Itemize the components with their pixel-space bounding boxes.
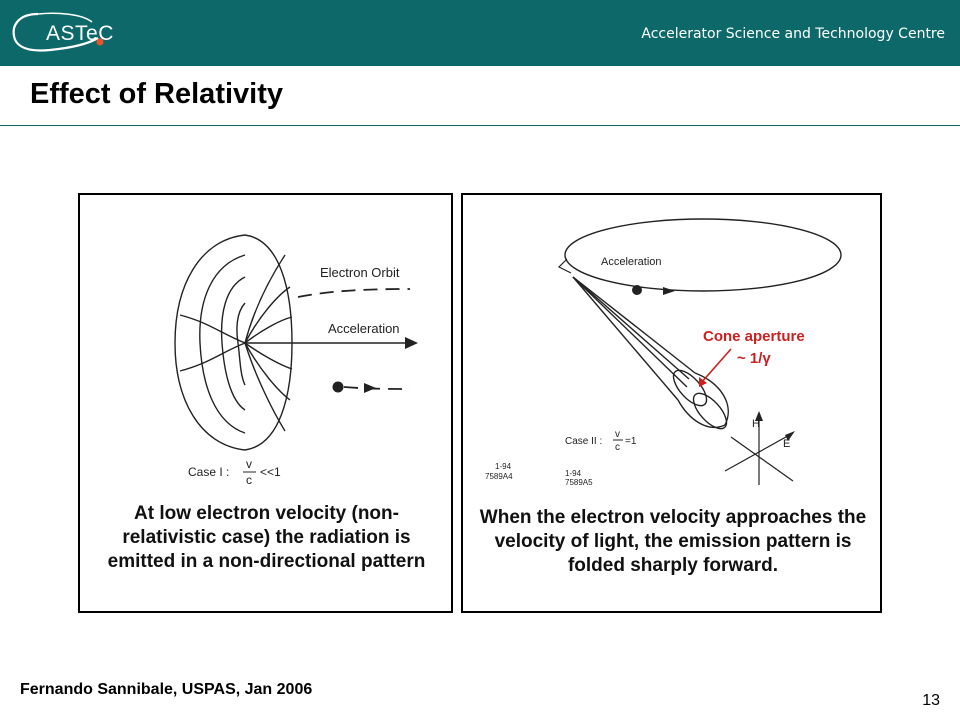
caption-nonrelativistic: At low electron velocity (non-relativistic case) the radiation is emitted in a non-directional pattern xyxy=(107,503,426,572)
axis-e-label: E xyxy=(783,438,791,450)
orbit-lower-dashed xyxy=(344,387,410,389)
case-v: v xyxy=(246,457,252,471)
fig-id-2-code: 7589A5 xyxy=(565,478,593,487)
case-c: c xyxy=(246,473,252,487)
dipole-diagram xyxy=(80,195,451,495)
case-label: Case I : xyxy=(188,465,230,479)
page-title: Effect of Relativity xyxy=(30,78,283,110)
case-label: Case II : xyxy=(565,436,603,447)
fig-id-1-code: 7589A4 xyxy=(485,472,513,481)
orbit-upper-dashed xyxy=(298,289,410,297)
caption-relativistic: When the electron velocity approaches the velocity of light, the emission pattern is folded sharply forward. xyxy=(479,507,867,576)
figure-nonrelativistic xyxy=(78,193,453,613)
figure-relativistic xyxy=(461,193,882,613)
acceleration-label: Acceleration xyxy=(601,256,662,268)
case-relation: =1 xyxy=(625,436,637,447)
cone-pointer-arrow xyxy=(701,349,731,383)
logo-text: ASTeC xyxy=(46,22,114,45)
header-bar xyxy=(0,0,960,66)
case-c: c xyxy=(615,442,620,453)
astec-logo xyxy=(10,8,114,56)
case-relation: <<1 xyxy=(260,465,281,479)
page-number: 13 xyxy=(922,692,940,709)
fig-id-1-date: 1-94 xyxy=(495,462,512,471)
orbit-label: Electron Orbit xyxy=(320,265,400,280)
orbit-ellipse xyxy=(565,219,841,291)
electron-dot xyxy=(632,285,642,295)
title-divider xyxy=(0,125,960,126)
axis-h-label: H xyxy=(752,418,760,430)
cone-aperture-label: Cone aperture xyxy=(703,328,805,345)
electron-dot xyxy=(333,382,344,393)
organization-name: Accelerator Science and Technology Centre xyxy=(641,26,945,42)
acceleration-label: Acceleration xyxy=(328,321,400,336)
cone-diagram xyxy=(463,195,880,495)
case-v: v xyxy=(615,429,620,440)
footer-author: Fernando Sannibale, USPAS, Jan 2006 xyxy=(20,681,313,698)
fig-id-2-date: 1-94 xyxy=(565,469,582,478)
emission-cone xyxy=(573,277,732,434)
cone-aperture-value: ~ 1/γ xyxy=(737,350,771,367)
